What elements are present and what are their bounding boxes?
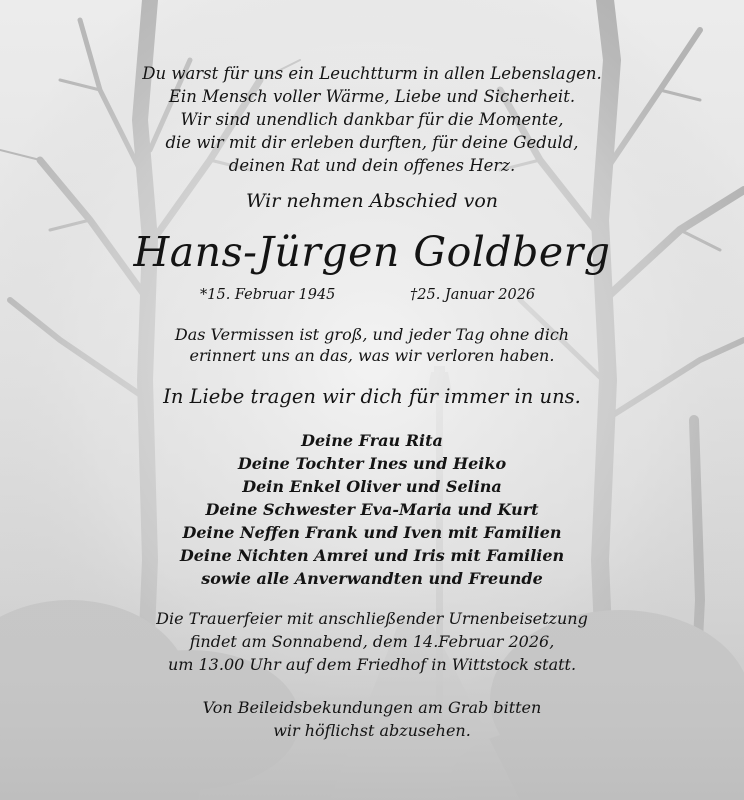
- service-line: um 13.00 Uhr auf dem Friedhof in Wittstock statt.: [167, 655, 577, 674]
- mourner: Deine Nichten Amrei und Iris mit Familien: [179, 546, 565, 565]
- intro-line: Ein Mensch voller Wärme, Liebe und Sicherheit.: [168, 87, 576, 106]
- intro-line: Du warst für uns ein Leuchtturm in allen Lebenslagen.: [142, 64, 602, 83]
- intro-line: deinen Rat und dein offenes Herz.: [228, 156, 516, 175]
- farewell-heading: Wir nehmen Abschied von: [245, 190, 499, 212]
- mourner: Deine Tochter Ines und Heiko: [237, 454, 507, 473]
- death-date: †25. Januar 2026: [410, 287, 536, 303]
- condolence-line: wir höflichst abzusehen.: [273, 721, 471, 740]
- intro-line: die wir mit dir erleben durften, für deine Geduld,: [165, 133, 579, 152]
- birth-date: *15. Februar 1945: [200, 287, 336, 303]
- mourner: Dein Enkel Oliver und Selina: [242, 477, 502, 496]
- service-line: findet am Sonnabend, dem 14.Februar 2026,: [189, 632, 555, 651]
- deceased-name: Hans-Jürgen Goldberg: [133, 228, 611, 276]
- love-line: In Liebe tragen wir dich für immer in uns.: [163, 385, 581, 408]
- mourner: sowie alle Anverwandten und Freunde: [201, 569, 543, 588]
- mourner: Deine Frau Rita: [301, 431, 443, 450]
- condolence-line: Von Beileidsbekundungen am Grab bitten: [202, 698, 542, 717]
- missing-line: erinnert uns an das, was wir verloren haben.: [189, 346, 555, 365]
- intro-line: Wir sind unendlich dankbar für die Momente,: [180, 110, 564, 129]
- mourner: Deine Schwester Eva-Maria und Kurt: [205, 500, 539, 519]
- service-line: Die Trauerfeier mit anschließender Urnenbeisetzung: [156, 609, 588, 628]
- mourner: Deine Neffen Frank und Iven mit Familien: [182, 523, 562, 542]
- missing-line: Das Vermissen ist groß, und jeder Tag ohne dich: [174, 325, 570, 344]
